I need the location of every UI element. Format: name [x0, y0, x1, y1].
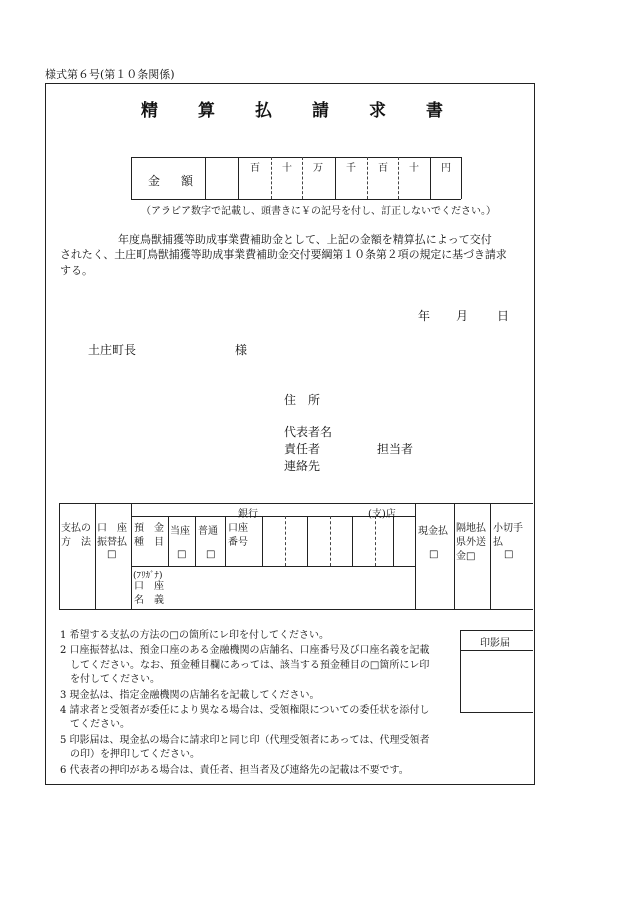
representative-label[interactable]: 代表者名 — [284, 425, 333, 439]
note-line: 5 印影届は、現金払の場合に請求印と同じ印（代理受領者にあっては、代理受領者 — [60, 735, 430, 746]
cash-checkbox[interactable]: □ — [429, 549, 439, 560]
note-line: 6 代表者の押印がある場合は、責任者、担当者及び連絡先の記載は不要です。 — [60, 765, 409, 776]
title-char: 精 — [141, 101, 160, 121]
amount-label-a: 金 — [148, 174, 161, 188]
note-line: の印）を押印してください。 — [60, 749, 200, 760]
unit-label: 百 — [250, 163, 260, 174]
transfer-label: 口 座 振替払 — [97, 523, 127, 548]
ordinary-account-label: 普通 — [198, 526, 218, 537]
unit-label: 万 — [313, 163, 323, 174]
date-month[interactable]: 月 — [456, 309, 469, 323]
address-label[interactable]: 住 所 — [284, 393, 321, 407]
title-char: 払 — [255, 101, 274, 121]
account-number-label: 口座 番号 — [228, 523, 248, 548]
note-line: 4 請求者と受領者が委任により異なる場合は、受領権限についての委任状を添付し — [60, 705, 430, 716]
seal-label: 印影届 — [480, 638, 510, 649]
page-title — [141, 96, 483, 121]
payment-method-label: 支払の 方 法 — [61, 523, 91, 548]
remote-checkbox[interactable]: □ — [466, 551, 476, 562]
unit-label: 百 — [378, 163, 388, 174]
check-checkbox[interactable]: □ — [504, 549, 514, 560]
current-account-label: 当座 — [170, 526, 190, 537]
contact-label[interactable]: 連絡先 — [284, 459, 321, 473]
body-line: する。 — [60, 264, 93, 277]
unit-label: 千 — [346, 163, 356, 174]
remote-payment-label: 隔地払 県外送 金□ — [456, 523, 486, 562]
body-line: されたく、土庄町鳥獣捕獲等助成事業費補助金交付要綱第１０条第２項の規定に基づき請求 — [60, 248, 507, 261]
note-line: てください。 — [60, 719, 130, 730]
bank-label: 銀行 — [238, 509, 258, 520]
account-name-label: 口 座 名 義 — [134, 581, 164, 606]
title-char: 請 — [312, 101, 331, 121]
branch-label: (支)店 — [368, 509, 396, 520]
note-line: を付してください。 — [60, 674, 160, 685]
date-year[interactable]: 年 — [418, 309, 431, 323]
addressee-honorific: 様 — [235, 343, 248, 357]
date-day[interactable]: 日 — [497, 309, 510, 323]
note-line: 3 現金払は、指定金融機関の店舗名を記載してください。 — [60, 690, 320, 701]
title-char: 算 — [198, 101, 217, 121]
check-payment-label: 小切手 払 — [493, 523, 523, 548]
ordinary-checkbox[interactable]: □ — [206, 549, 216, 560]
deposit-type-label: 預 金 種 目 — [134, 523, 164, 548]
note-line: してください。なお、預金種目欄にあっては、該当する預金種目の□箇所にレ印 — [60, 660, 430, 671]
responsible-label[interactable]: 責任者 — [284, 442, 321, 456]
cash-payment-label: 現金払 — [418, 526, 448, 537]
title-char: 求 — [369, 101, 388, 121]
contact-person-label[interactable]: 担当者 — [377, 442, 414, 456]
amount-note: （アラビア数字で記載し、頭書きに￥の記号を付し、訂正しないでください。） — [141, 206, 496, 217]
amount-label-b: 額 — [181, 174, 194, 188]
body-line: 年度鳥獣捕獲等助成事業費補助金として、上記の金額を精算払によって交付 — [118, 233, 492, 246]
furigana-label: (ﾌﾘｶﾞﾅ) — [133, 571, 163, 581]
transfer-checkbox[interactable]: □ — [107, 549, 117, 560]
form-number-label: 様式第６号(第１０条関係) — [45, 68, 175, 81]
note-line: 1 希望する支払の方法の□の箇所にレ印を付してください。 — [60, 630, 329, 641]
current-checkbox[interactable]: □ — [177, 549, 187, 560]
unit-label: 円 — [441, 163, 451, 174]
addressee-name: 土庄町長 — [88, 343, 137, 357]
unit-label: 十 — [409, 163, 419, 174]
note-line: 2 口座振替払は、預金口座のある金融機関の店舗名、口座番号及び口座名義を記載 — [60, 645, 430, 656]
title-char: 書 — [426, 101, 445, 121]
unit-label: 十 — [282, 163, 292, 174]
